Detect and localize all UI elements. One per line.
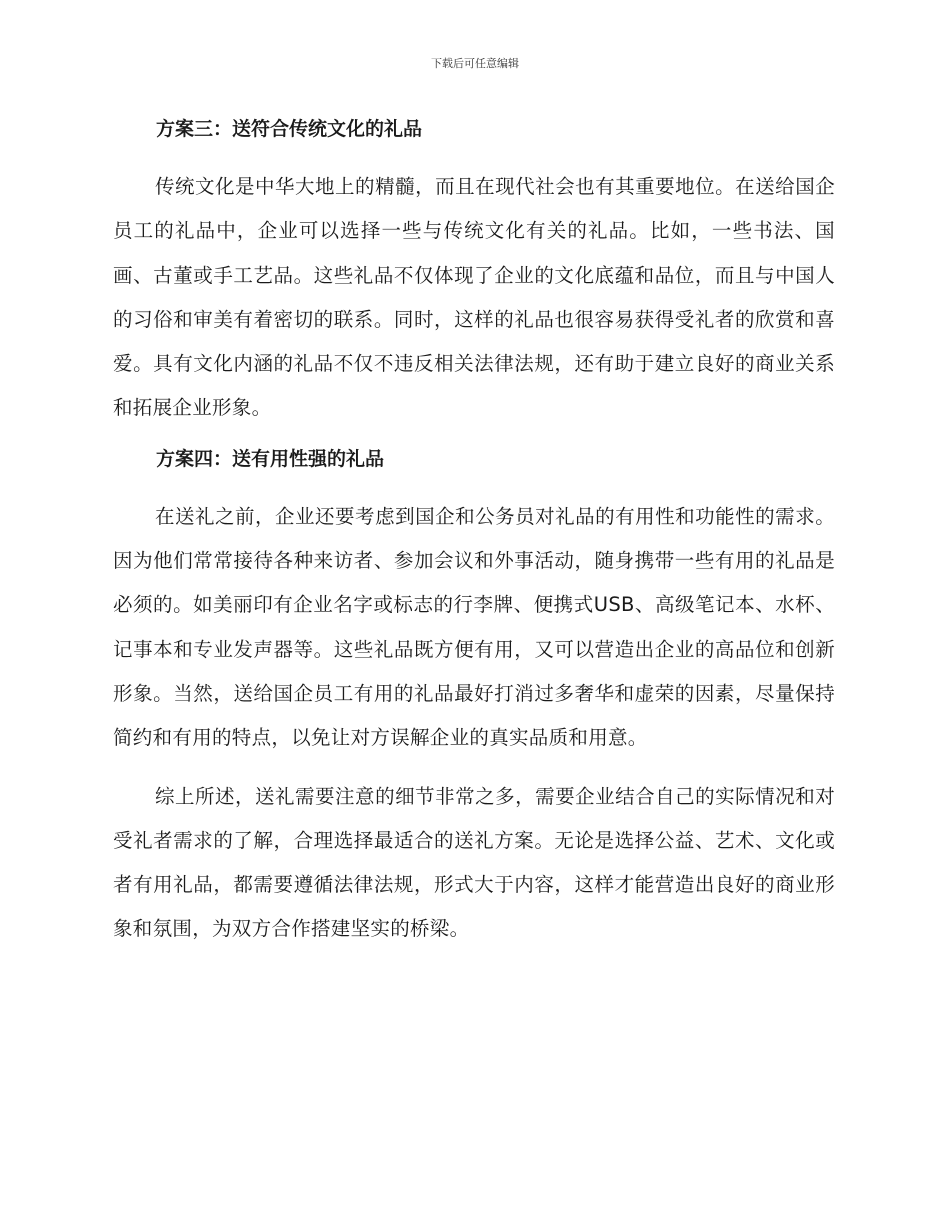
section-paragraph-plan-four: 在送礼之前，企业还要考虑到国企和公务员对礼品的有用性和功能性的需求。因为他们常常接待各种来访者、参加会议和外事活动，随身携带一些有用的礼品是必须的。如美丽印有企业名字或标志的行李牌、便携式USB、高级笔记本、水杯、记事本和专业发声器等。这些礼品既方便有用，又可以营造出企业的高品位和创新形象。当然，送给国企员工有用的礼品最好打消过多奢华和虚荣的因素，尽量保持简约和有用的特点，以免让对方误解企业的真实品质和用意。 [113,504,835,750]
section-heading-plan-three: 方案三：送符合传统文化的礼品 [156,118,423,140]
section-heading-plan-four: 方案四：送有用性强的礼品 [156,447,385,470]
conclusion-paragraph: 综上所述，送礼需要注意的细节非常之多，需要企业结合自己的实际情况和对受礼者需求的了解，合理选择最适合的送礼方案。无论是选择公益、艺术、文化或者有用礼品，都需要遵循法律法规，形式大于内容，这样才能营造出良好的商业形象和氛围，为双方合作搭建坚实的桥梁。 [113,784,835,941]
page-header: 下载后可任意编辑 [431,57,519,70]
document-body [113,113,835,952]
section-paragraph-plan-three: 传统文化是中华大地上的精髓，而且在现代社会也有其重要地位。在送给国企员工的礼品中，企业可以选择一些与传统文化有关的礼品。比如，一些书法、国画、古董或手工艺品。这些礼品不仅体现了企业的文化底蕴和品位，而且与中国人的习俗和审美有着密切的联系。同时，这样的礼品也很容易获得受礼者的欣赏和喜爱。具有文化内涵的礼品不仅不违反相关法律法规，还有助于建立良好的商业关系和拓展企业形象。 [113,175,835,420]
